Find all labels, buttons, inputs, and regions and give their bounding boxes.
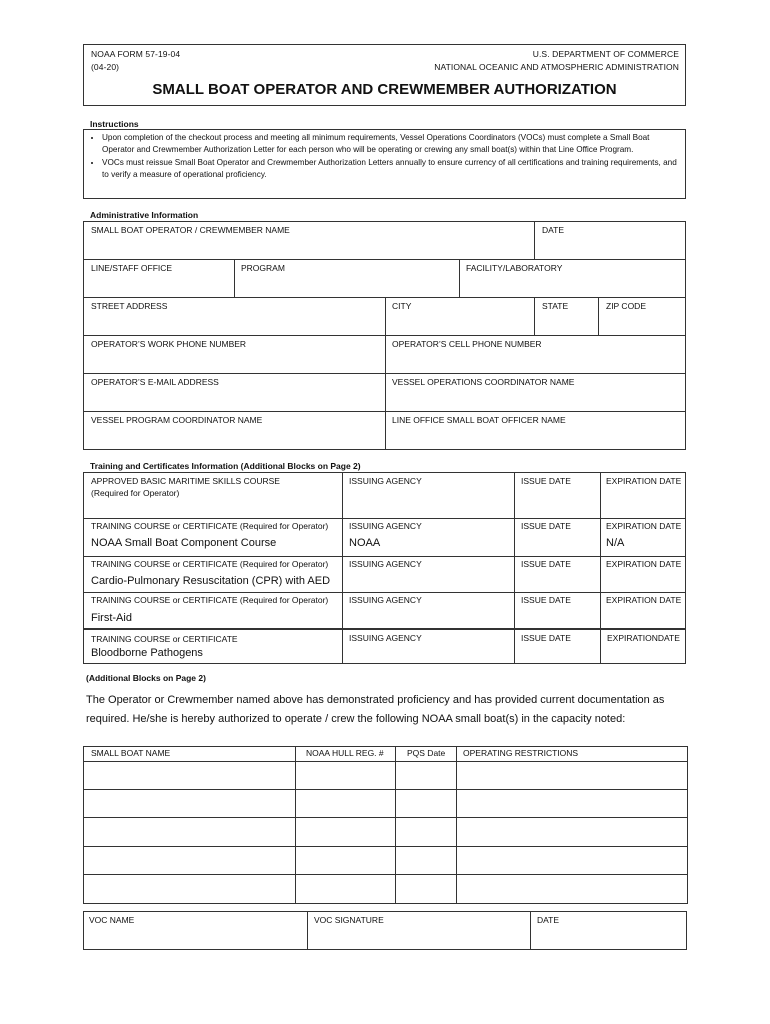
email-field[interactable]: OPERATOR’S E-MAIL ADDRESS xyxy=(91,377,219,387)
work-phone-field[interactable]: OPERATOR’S WORK PHONE NUMBER xyxy=(91,339,247,349)
issue-date-label: ISSUE DATE xyxy=(521,633,571,643)
line-office-field[interactable]: LINE/STAFF OFFICE xyxy=(91,263,173,273)
program-field[interactable]: PROGRAM xyxy=(241,263,285,273)
course-value[interactable]: First-Aid xyxy=(91,612,132,624)
lo-officer-field[interactable]: LINE OFFICE SMALL BOAT OFFICER NAME xyxy=(392,415,566,425)
course-label: TRAINING COURSE or CERTIFICATE (Required for Operator) xyxy=(91,595,329,605)
agency-label: ISSUING AGENCY xyxy=(349,595,422,605)
voc-name-signature-field[interactable]: VOC NAME xyxy=(89,915,135,925)
course-label: TRAINING COURSE or CERTIFICATE xyxy=(91,634,238,644)
form-title: SMALL BOAT OPERATOR AND CREWMEMBER AUTHORIZATION xyxy=(152,81,617,98)
table-row[interactable] xyxy=(84,875,687,903)
issue-date-label: ISSUE DATE xyxy=(521,559,571,569)
vpc-name-field[interactable]: VESSEL PROGRAM COORDINATOR NAME xyxy=(91,415,263,425)
table-row[interactable] xyxy=(84,762,687,789)
agency-label: ISSUING AGENCY xyxy=(349,476,422,486)
signature-date-field[interactable]: DATE xyxy=(537,915,560,925)
course-label: TRAINING COURSE or CERTIFICATE (Required for Operator) xyxy=(91,559,329,569)
table-row[interactable] xyxy=(84,790,687,817)
agency-label: ISSUING AGENCY xyxy=(349,559,422,569)
cell-phone-field[interactable]: OPERATOR’S CELL PHONE NUMBER xyxy=(392,339,542,349)
col-boat-name: SMALL BOAT NAME xyxy=(91,748,171,758)
city-field[interactable]: CITY xyxy=(392,301,412,311)
operator-name-field[interactable]: SMALL BOAT OPERATOR / CREWMEMBER NAME xyxy=(91,225,290,235)
form-header xyxy=(83,44,686,106)
state-field[interactable]: STATE xyxy=(542,301,569,311)
col-pqs-date: PQS Date xyxy=(407,748,446,758)
authorization-statement: The Operator or Crewmember named above has demonstrated proficiency and has provided current documentation as required. He/she is hereby authorized to operate / crew the following NOAA small boat(s) in the capacity noted: xyxy=(86,694,665,725)
voc-signature-field[interactable]: VOC SIGNATURE xyxy=(314,915,384,925)
agency-label: ISSUING AGENCY xyxy=(349,633,422,643)
instructions-heading: Instructions xyxy=(90,119,139,129)
table-row[interactable] xyxy=(84,847,687,874)
expiration-date-label: EXPIRATION DATE xyxy=(606,521,682,531)
issue-date-label: ISSUE DATE xyxy=(521,521,571,531)
small-boat-table xyxy=(83,746,688,904)
training-table xyxy=(83,472,686,664)
table-row[interactable] xyxy=(84,818,687,846)
admin-heading: Administrative Information xyxy=(90,210,199,220)
admin-table xyxy=(83,221,686,450)
course-value[interactable]: NOAA Small Boat Component Course xyxy=(91,537,277,549)
training-heading: Training and Certificates Information (Additional Blocks on Page 2) xyxy=(90,461,361,471)
instruction-item: • Upon completion of the checkout process and meeting all minimum requirements, Vessel Operations Coordinators (VOCs) must complete a Small Boat Operator and Crewmember Authorization Letter for each person who will be operating or crewing any small boat(s) within that Line Office Program. xyxy=(102,132,677,157)
course-label: APPROVED BASIC MARITIME SKILLS COURSE xyxy=(91,476,280,486)
expiration-date-label: EXPIRATION DATE xyxy=(606,595,682,605)
department-name: U.S. DEPARTMENT OF COMMERCE xyxy=(532,49,679,59)
agency-label: ISSUING AGENCY xyxy=(349,521,422,531)
expiration-date-label: EXPIRATION DATE xyxy=(606,559,682,569)
signature-table xyxy=(83,911,687,950)
col-operating-restrictions: OPERATING RESTRICTIONS xyxy=(463,748,579,758)
date-field[interactable]: DATE xyxy=(542,225,565,235)
administration-name: NATIONAL OCEANIC AND ATMOSPHERIC ADMINISTRATION xyxy=(434,62,679,72)
course-value[interactable]: Bloodborne Pathogens xyxy=(91,647,203,659)
course-value[interactable]: Cardio-Pulmonary Resuscitation (CPR) with AED xyxy=(91,575,331,587)
zip-code-field[interactable]: ZIP CODE xyxy=(606,301,646,311)
street-address-field[interactable]: STREET ADDRESS xyxy=(91,301,168,311)
issue-date-label: ISSUE DATE xyxy=(521,476,571,486)
voc-name-field[interactable]: VESSEL OPERATIONS COORDINATOR NAME xyxy=(392,377,575,387)
expiration-date-label: EXPIRATIONDATE xyxy=(607,633,680,643)
form-number: NOAA FORM 57-19-04 xyxy=(91,49,181,59)
instructions-box xyxy=(83,129,686,199)
agency-value[interactable]: NOAA xyxy=(349,537,381,549)
expiration-value[interactable]: N/A xyxy=(606,537,625,549)
expiration-date-label: EXPIRATION DATE xyxy=(606,476,682,486)
instruction-item: • VOCs must reissue Small Boat Operator and Crewmember Authorization Letters annually to ensure currency of all certifications and training requirements, and to verify a measure of operational proficiency. xyxy=(102,157,677,182)
form-revision: (04-20) xyxy=(91,62,120,72)
facility-field[interactable]: FACILITY/LABORATORY xyxy=(466,263,563,273)
course-label-note: (Required for Operator) xyxy=(91,488,180,498)
course-label: TRAINING COURSE or CERTIFICATE (Required for Operator) xyxy=(91,521,329,531)
col-hull-reg: NOAA HULL REG. # xyxy=(306,748,384,758)
issue-date-label: ISSUE DATE xyxy=(521,595,571,605)
training-footnote: (Additional Blocks on Page 2) xyxy=(86,673,206,683)
